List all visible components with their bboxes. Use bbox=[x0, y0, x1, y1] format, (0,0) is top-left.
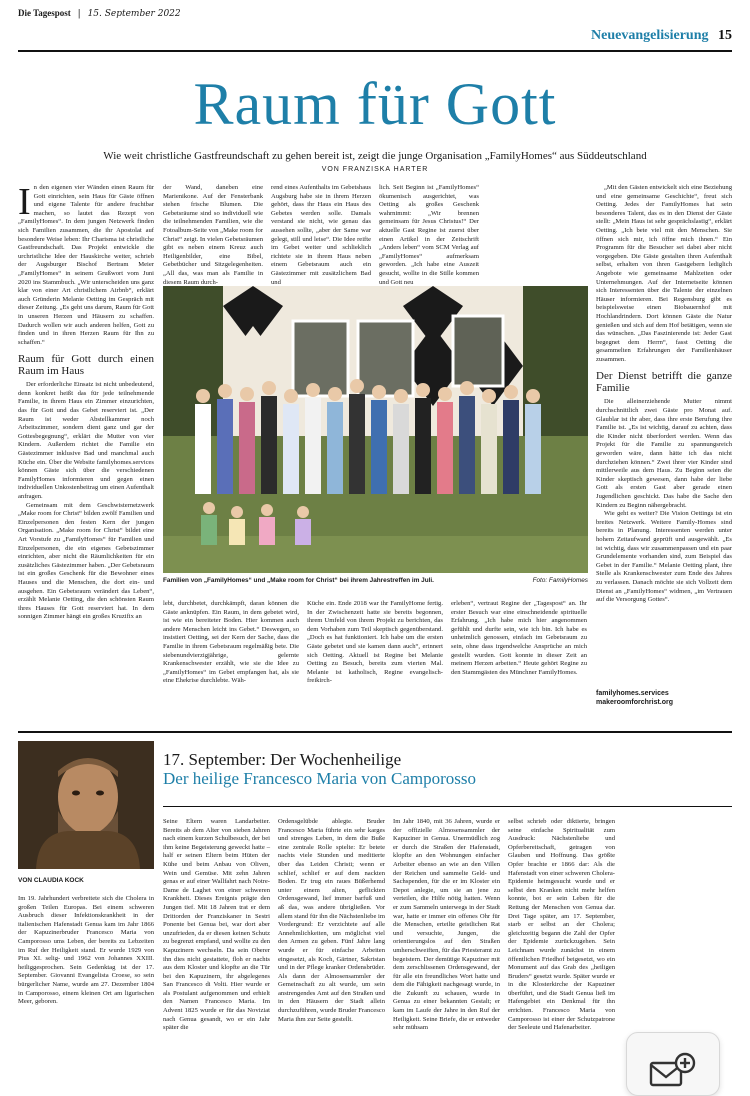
article-text: Gemeinsam mit dem Geschwisternetzwerk „Make room for Christ“ bilden zwölf Familien und Einzelpersonen den festen Kern der jungen Organisation. „Make room for Christ“ bildet eine Art Vorstufe zu „FamilyHomes“ für Familien und Einzelpersonen, die ein eigenes Gebetszimmer einrichten, aber nicht die Räumlichkeiten für ein zusätzliches Gästezimmer haben. „Der Gebetsraum ist ein großes Geschenk für die Bewohner eines Hauses und die Menschen, die dort ein- und ausgehen. Ein Gebetsraum verändert das Leben“, erzählt Melanie Oetting, die den schönsten Raum ihres Hauses für Gott reserviert hat. In dem sonnigen Zimmer hängt ein großes Kruzifix an bbox=[18, 501, 154, 621]
article-text: erleben“, vertraut Regine der „Tagespost“ an. Ihr erster Besuch war eine einschneidende spirituelle Erfahrung. „Ich habe mich hier angenommen gefühlt und durfte sein, wie ich bin. Ich habe es unheimlich genossen, einfach im Gebetsraum zu sein, ohne dass irgendwelche Ansprüche an mich gestellt wurden. Gott konnte in dieser Zeit an meinem Herzen arbeiten.“ Heute gehört Regine zu den Stammgästen des Münchner FamilyHomes. bbox=[451, 600, 587, 676]
article-subheading: Raum für Gott durch einen Raum im Haus bbox=[18, 353, 154, 378]
article-text: lebt, durchbetet, durchkämpft, daran können die Gäste anknüpfen. Ein Raum, in dem gebetet wird, ist wie ein bereiteter Boden. Hier kommen auch andere Menschen leicht ins Gebet.“ Deswegen, so insistiert Oetting, sei der Kern der Sache, dass die Familie in ihrem Gebetsraum regelmäßig bete. Die siebenundvierzigjährige, gelernte Krankenschwester erzählt, wie sie die Idee zu „FamilyHomes“ im Gebet empfangen hat, als sie eine Ehekrise durchlebte. Wäh- bbox=[163, 600, 299, 685]
article-text: lich. Seit Beginn ist „FamilyHomes“ ökumenisch ausgerichtet, was Oetting als großes Geschenk wahrnimmt: „Wir brennen gemeinsam für Jesus Christus!“ Der aktuelle Gast Regine ist zuerst über einen Artikel in der Zeitschrift „Anders leben“ vom SCM Verlag auf „FamilyHomes“ aufmerksam geworden. „Ich habe eine Auszeit gesucht, wollte in die Stille kommen und Gott neu bbox=[379, 184, 479, 286]
article-text: Wie geht es weiter? Die Vision Oettings ist ein breites Netzwerk. Weitere Family-Homes sind bereits in Planung. Interessenten werden unter hohem Zeitaufwand geprüft und ausgewählt. „Es ist wichtig, dass wir zusammenpassen und ein paar Grundelemente vorhanden sind, zum Beispiel das Gebet in der Familie.“ Melanie Oetting plant, ihre Stelle als Krankenschwester zum Ende des Jahres zu verlassen. Danach möchte sie sich Vollzeit dem Dienst an „FamilyHomes“ widmen, „im Vertrauen auf die Versorgung Gottes“. bbox=[596, 510, 732, 604]
article-subheading: Der Dienst betrifft die ganze Familie bbox=[596, 370, 732, 395]
article-column-2-top bbox=[163, 184, 263, 286]
saint-text: Ordensgelübde ablegte. Bruder Francesco Maria führte ein sehr karges und strenges Leben, in dem die Buße eine zentrale Rolle spielte: Er betete nachts viele Stunden und meditierte über das Leiden Christi; wenn er schlief, schlief er auf dem nackten Boden. Er trug ein raues Büßerhemd unter einem alten, geflickten Ordensgewand, lief immer barfuß und aß das, was andere übrigließen. Vor allem stand für ihn die Nächstenliebe im Vordergrund: Er verzichtete auf alle Annehmlichkeiten, um möglichst viel den Armen zu geben. Fünf Jahre lang wurde er für einfache Arbeiten eingesetzt, als Koch, Gärtner, Sakristan und in der Pflege kranker Ordensbrüder. Als dann der Almosensammler der Gemeinschaft zu alt wurde, um sein anstrengendes Amt auf den Straßen und in den Häusern der Stadt allein durchzuführen, wurde Bruder Francesco Maria ihm zur Seite gestellt. bbox=[278, 818, 385, 1023]
article-text: Küche ein. Ende 2018 war ihr FamilyHome fertig. In der Zwischenzeit hatte sie bereits begonnen, ihrem Umfeld von ihrem Projekt zu berichten, das dem Vorhaben zum Teil skeptisch gegenüberstand. „Doch es hat funktioniert. Ich habe um die ersten Gäste gebetet und sie kamen dann auch“, erinnert sich Oetting. Aktuell ist Regine bei Melanie Oetting zu Besuch, bereits zum vierten Mal. Melanie ist katholisch, Regine evangelisch-freikirch- bbox=[307, 600, 443, 685]
saint-column-2 bbox=[163, 818, 270, 1080]
article-column-5 bbox=[596, 184, 732, 684]
issue-date: 15. September 2022 bbox=[87, 9, 181, 19]
saint-text: Seine Eltern waren Landarbeiter. Bereits ab dem Alter von sieben Jahren nach einem kurzen Schulbesuch, der bei ihm keine Begeisterung geweckt hatte – half er seinen Eltern beim Hüten der Kühe und beim Anbau von Oliven, Wein und Gemüse. Mit zehn Jahren genas er auf einer Wallfahrt nach Notre-Dame de Laghet von einer schweren Krankheit. Dieses Ereignis prägte den Jungen tief. Mit 18 Jahren trat er dem Drittorden der Franziskaner in Sestri Ponente bei Genua bei, war dort aber unzufrieden, da er diesen keinen Schutz zu begrenzt empfand, und wollte zu den Kapuzinern wechseln. Da sein Oberer ihn dies nicht gestattete, floh er nachts aus dem Kloster und klopfte an die Tür bei den Kapuzinern, ihr abgelegenes San Francesco di Volti. Hier wurde er als Postulant aufgenommen und erhielt den Namen Francesco Maria. Im Advent 1825 wurde er für das Noviziat nach Genua gesandt, wo er ein Jahr später die bbox=[163, 818, 270, 1032]
group-photo bbox=[163, 286, 588, 573]
saint-title: 17. September: Der Wochenheilige bbox=[163, 750, 402, 769]
group-photo-illustration bbox=[163, 286, 588, 573]
saint-subtitle: Der heilige Francesco Maria von Camporosso bbox=[163, 769, 476, 788]
article-text: „Mit den Gästen entwickelt sich eine Beziehung und eine gemeinsame Geschichte“, freut sich Oetting. Jedes der FamilyHomes hat sein besonderes Talent, das es in den Dienst der Gäste stellt: „Mein Haus ist sehr gesprächslastig“, erklärt Oetting. „Ich bete viel mit den Menschen. Sie öffnen sich mir, ich öffne mich ihnen.“ Ein Programm für die Besucher sei dabei aber nicht vorgegeben. Die Gäste gestalten ihren Aufenthalt selbst, erhalten von ihren Gastgebern lediglich Angebote wie gemeinsame Mahlzeiten oder Unternehmungen. Auf der Internetseite können sich Interessenten über die Talente der einzelnen Häuser informieren. Bei Regensburg gibt es beispielsweise einen Biobauernhof mit Hochlandrindern. Dort können Gäste die Natur genießen und sich auf dem Hof betätigen, wenn sie das wünschen. „Das Faszinierende ist: Jeder Gast begegnet dem Herrn“, fasst Oetting die gesammelten Erfahrungen der Familienhäuser zusammen. bbox=[596, 184, 732, 363]
saint-column-5 bbox=[508, 818, 615, 1032]
photo-caption bbox=[163, 577, 588, 584]
saint-column-4 bbox=[393, 818, 500, 1080]
mail-add-icon bbox=[649, 1053, 697, 1089]
saint-author: VON CLAUDIA KOCK bbox=[18, 877, 84, 884]
article-column-3-top bbox=[271, 184, 371, 286]
saint-text: selbst schrieb oder diktierte, bringen seine einfache Spiritualität zum Ausdruck: Nächstenliebe und Opferbereitschaft, getragen von Glauben und Hoffnung. Das größte Opfer brachte er 1866 dar: Als die Hafenstadt von einer schweren Cholera-Epidemie heimgesucht wurde und er selbst den Kranken nicht mehr helfen konnte, bot er sein Leben für die Rettung der Menschen von Genua dar. Drei Tage später, am 17. September, starb er selbst an der Cholera; gleichzeitig begann die Zahl der Opfer der Epidemie zurückzugehen. Sein Leichnam wurde zunächst in einem öffentlichen Friedhof beigesetzt, wo ein Monument auf das Grab des „heiligen Bruders“ gesetzt wurde. Später wurde er in die Klosterkirche der Kapuziner überführt, und die Stadt Genua ließ im Hafengebiet ein Denkmal für ihn errichten. Francesco Maria von Camporosso ist einer der Schutzpatrone der Seeleute und Hafenarbeiter. bbox=[508, 818, 615, 1032]
article-text: Die alleinerziehende Mutter nimmt durchschnittlich zwei Gäste pro Monat auf. Glaublar ist ihr aber, dass ihre erste Berufung ihre Familie ist. „Es ist wichtig, darauf zu achten, dass die Kinder nicht überfordert werden. Wenn das Projekt für die Familie zu spannungsreich geworden wäre, dann hätte ich das nicht durchziehen können.“ Zwei ihrer vier Kinder sind mittlerweile aus dem Haus. Zu Beginn seien die Kinder skeptisch gewesen, dann habe der liebe Gott als ersten Gast aber gerade einen Jugendlichen geschickt. Das habe die Sache den Kindern zu Beginn nähergebracht. bbox=[596, 398, 732, 509]
saint-text: Im 19. Jahrhundert verbreitete sich die Cholera in großen Teilen Europas. Bei einem schweren Ausbruch dieser Infektionskrankheit in der italienischen Hafenstadt Genua kam im Jahr 1866 der Kapuzinerbruder Francesco Maria von Camporosso ums Leben, der bereits zu Lebzeiten im Ruf der Heiligkeit stand. Er wurde 1929 von Pius XI. selig- und 1962 von Johannes XXIII. heiliggesprochen. Sein Gedenktag ist der 17. September. Giovanni Evangelista Croese, so sein bürgerlicher Name, wurde am 27. Dezember 1804 in Camporosso, einem kleinen Ort am ligurischen Meer, geboren. bbox=[18, 895, 154, 1006]
saint-text: Im Jahr 1840, mit 36 Jahren, wurde er der offizielle Almosensammler der Kapuziner in Genua. Unermüdlich zog er durch die Straßen der Hafenstadt, klopfte an den Wohnungen einfacher Arbeiter ebenso an wie an den Villen der Reichen und sammelte Geld- und Sachspenden, für die er im Kloster ein Depot anlegte, um sie an jene zu verteilen, die Hilfe nötig hatten. Wenn er zum Sammeln unterwegs in der Stadt war, hatte er immer ein offenes Ohr für die Menschen, erteilte geistlichen Rat und versuchte, Jungen, die orientierungslos auf den Straßen umherschweiften, für das Priesteramt zu begeistern. Der demütige Kapuziner mit dem zerschlissenen Ordensgewand, der für alle ein freundliches Wort hatte und dem die Fähigkeit nachgesagt wurde, in die Zukunft zu schauen, wurde in Genua zu einer bekannten Gestalt; er kam im Laufe der Jahre in den Ruf der Heiligkeit. Seine Briefe, die er entweder sehr mühsam bbox=[393, 818, 500, 1032]
website-link-makeroom[interactable]: makeroomforchrist.org bbox=[596, 699, 674, 706]
section-label bbox=[591, 28, 732, 44]
section-divider bbox=[18, 731, 732, 733]
saint-rule bbox=[163, 806, 732, 807]
compose-mail-button[interactable] bbox=[626, 1032, 720, 1096]
photo-credit: Foto: FamilyHomes bbox=[532, 577, 588, 584]
top-rule bbox=[18, 50, 732, 52]
article-column-1 bbox=[18, 181, 154, 722]
article-byline: VON FRANZISKA HARTER bbox=[321, 166, 429, 173]
saint-column-1 bbox=[18, 895, 154, 1080]
caption-text: Familien von „FamilyHomes“ und „Make room for Christ“ bei ihrem Jahrestreffen im Juli. bbox=[163, 577, 434, 584]
masthead: Die Tagespost | 15. September 2022 bbox=[18, 8, 181, 19]
page-number: 15 bbox=[718, 28, 732, 43]
saint-portrait-illustration bbox=[18, 741, 154, 869]
article-text: Der erforderliche Einsatz ist nicht unbedeutend, denn konkret heißt das für jede teilnehmende Familie, in ihrem Haus ein Zimmer einzurichten, das für Gott und das Gebet reserviert ist. „Der Raum ist weder Abstellkammer noch Arbeitszimmer, sondern dient ganz und gar der Gottesbegegnung“, erklärt die Mutter von vier Kindern. Außerdem richtet die Familie ein Gästezimmer inklusive Bad und manchmal auch Küche ein. Über die Website familyhomes.services können Gäste sich über die verschiedenen FamilyHomes informieren und gegen einen individuellen Unkostenbeitrag um einen Aufenthalt anfragen. bbox=[18, 381, 154, 500]
article-text: rend eines Aufenthalts im Gebetshaus Augsburg habe sie in ihrem Herzen gehört, dass ihr Haus ein Haus des Gebetes werden solle. Damals verstand sie nicht, wie genau das aussehen sollte, „aber der Same war gelegt, still und leise“. Die Idee reifte im Gebet weiter und schlieklich richtete sie in ihrem Haus neben einem Gebetsraum auch ein Gästezimmer mit zusätzlichem Bad und bbox=[271, 184, 371, 286]
article-column-4-top bbox=[379, 184, 479, 286]
section-name: Neuevangelisierung bbox=[591, 28, 709, 43]
article-column-3-bottom bbox=[307, 600, 443, 724]
paper-name: Die Tagespost bbox=[18, 8, 71, 18]
article-text: der Wand, daneben eine Marienikone. Auf der Fensterbank stehen frische Blumen. Die Gebetsräume sind so individuell wie die teilnehmenden Familien, wie die Fotoalbum-Seite von „Make room for Christ“ zeigt. In vielen Gebetsräumen gibt es neben einem Kreuz auch Heiligenbilder, eine Bibel, Gebetbücher und Sitzgelegenheiten. „All das, was man als Familie in diesem Raum durch- bbox=[163, 184, 263, 286]
saint-column-3 bbox=[278, 818, 385, 1080]
saint-portrait bbox=[18, 741, 154, 869]
website-link-familyhomes[interactable]: familyhomes.services bbox=[596, 690, 669, 697]
article-subhead: Wie weit christliche Gastfreundschaft zu gehen bereit ist, zeigt die junge Organisation „FamilyHomes“ aus Süddeutschland bbox=[103, 150, 647, 162]
article-column-4-bottom bbox=[451, 600, 587, 724]
contact-links bbox=[596, 689, 673, 707]
drop-cap: I bbox=[18, 181, 31, 223]
article-text: n den eigenen vier Wänden einen Raum für Gott einrichten, sein Haus für Gäste öffnen und eigene Talente für andere fruchtbar machen, so lautet das Rezept von „FamilyHomes“. In dem jungen Netzwerk finden sich Familien zusammen, die ihr Apostolat auf besondere Weise leben: Ihr Charisma ist christliche Gastfreundschaft. Das Projekt entwickle die urchristliche Idee der Hauskirche weiter, schrieb der Augsburger Bischof Bertram Meier „FamilyHomes“ in seinem Grußwort vom Juni 2020 ins Stammbuch. „Wir unterscheiden uns ganz klar von einer Art christlichem Airbnb“, erklärt auch Gründerin Melanie Oetting im Gespräch mit dieser Zeitung. „Es geht uns darum, Raum für Gott in unseren Herzen und Häusern zu schaffen. Dadurch wollen wir auch anderen helfen, Gott zu finden und in ihren Herzen Raum für Ihn zu schaffen.“ bbox=[18, 184, 154, 346]
article-column-2-bottom bbox=[163, 600, 299, 724]
article-headline: Raum für Gott bbox=[193, 71, 557, 137]
